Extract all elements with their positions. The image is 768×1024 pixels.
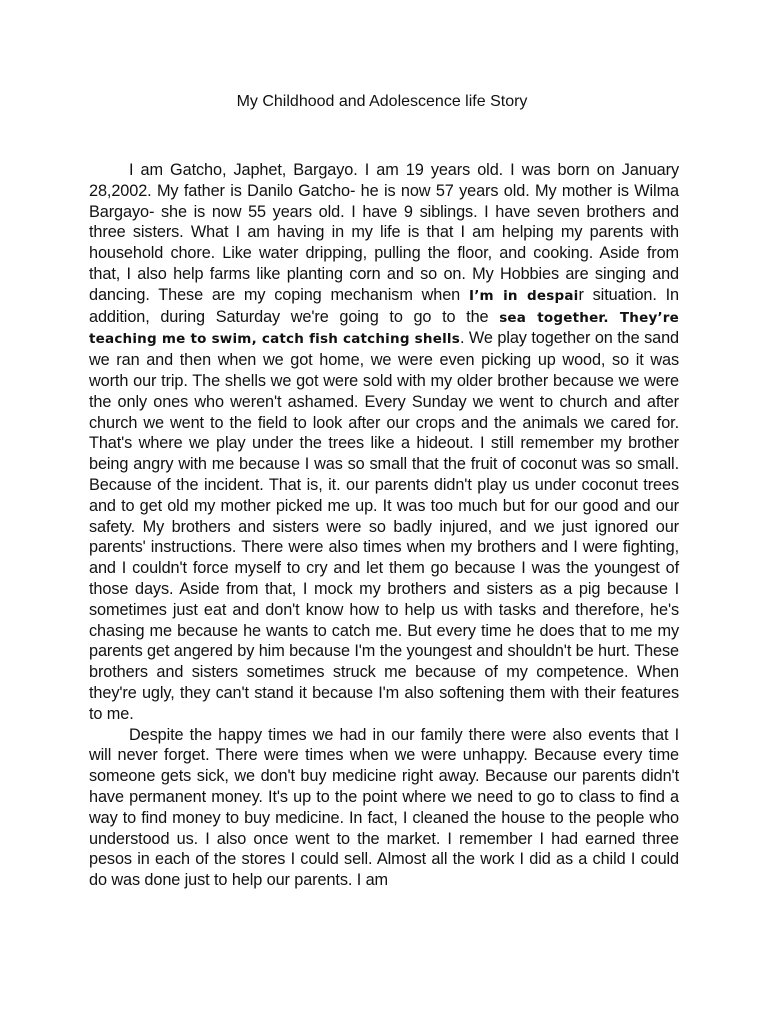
document-title: My Childhood and Adolescence life Story (236, 93, 528, 110)
paragraph-1-emphasis-despair: I’m in despai (468, 287, 579, 304)
paragraph-1-emphasis-period: . (603, 309, 620, 326)
paragraph-2: Despite the happy times we had in our family there were also events that I will never forget. There were times when we were unhappy. Because every time someone gets sick, we don't buy medicine right away. Because our parents didn't have permanent money. It's up to the point where we need to go to class to find a way to find money to buy medicine. In fact, I cleaned the house to the people who understood us. I also once went to the market. I remember I had earned three pesos in each of the stores I could sell. Almost all the work I did as a child I could do was done just to help our parents. I am (89, 725, 679, 890)
paragraph-1-text-b: r situation. In addition, during Saturday we're going to go to the (89, 285, 679, 326)
paragraph-1-text-c: . We play together on the sand we ran and then when we got home, we were even picking up wood, so it was worth our trip. The shells we got were sold with my older brother because we were the only ones who weren't ashamed. Every Sunday we went to church and after church we went to the field to look after our crops and the animals we cared for. That's where we play under the trees like a hideout. I still remember my brother being angry with me because I was so small that the fruit of coconut was so small. Because of the incident. That is, it. our parents didn't play us under coconut trees and to get old my mother picked me up. It was too much but for our good and our safety. My brothers and sisters were so badly injured, and we just ignored our parents' instructions. There were also times when my brothers and I were fighting, and I couldn't force myself to cry and let them go because I was the youngest of those days. Aside from that, I mock my brothers and sisters as a pig because I sometimes just eat and don't know how to help us with tasks and therefore, he's chasing me because he wants to catch me. But every time he does that to me my parents get angered by him because I'm the youngest and shouldn't be hurt. These brothers and sisters sometimes struck me because of my competence. When they're ugly, they can't stand it because I'm also softening them with their features to me. (89, 329, 679, 723)
document-body (89, 160, 679, 891)
paragraph-1-emphasis-sea: sea together (499, 309, 604, 326)
paragraph-1 (89, 160, 679, 725)
paragraph-1-emphasis-teaching: They’re teaching me to swim, catch fish catching shells (89, 309, 680, 348)
paragraph-1-text-a: I am Gatcho, Japhet, Bargayo. I am 19 years old. I was born on January 28,2002. My father is Danilo Gatcho- he is now 57 years old. My mother is Wilma Bargayo- she is now 55 years old. I have 9 siblings. I have seven brothers and three sisters. What I am having in my life is that I am helping my parents with household chore. Like water dripping, pulling the floor, and cooking. Aside from that, I also help farms like planting corn and so on. My Hobbies are singing and dancing. These are my coping mechanism when (89, 161, 679, 304)
